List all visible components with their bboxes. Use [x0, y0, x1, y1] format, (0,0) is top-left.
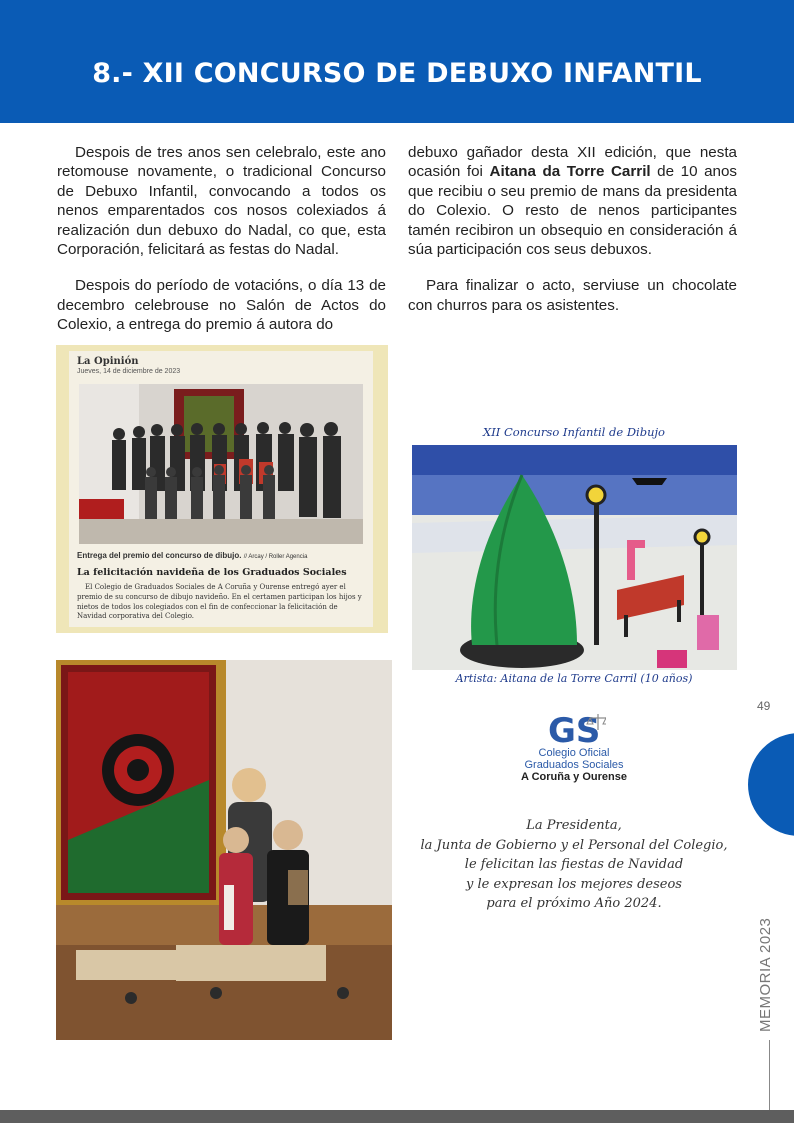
accent-half-circle — [748, 733, 794, 836]
text-run: debuxo gañador desta XII edición, que nesta ocasión foi — [408, 144, 737, 181]
logo-letters: GS — [548, 711, 601, 748]
greeting-line: La Presidenta, — [526, 818, 622, 833]
greeting-message — [408, 816, 740, 914]
caption-text: Entrega del premio del concurso de dibujo. — [77, 551, 242, 560]
ceremony-photo-illustration — [56, 660, 392, 1040]
group-photo-illustration — [79, 384, 363, 544]
clipping-body: El Colegio de Graduados Sociales de A Coruña y Ourense entregó ayer el premio de su concurso de dibujo navideño. En el certamen participan los hijos y nietos de todos los colegiados con el fin de confeccionar la felicitación de Navidad corporativa del Colegio. — [77, 583, 362, 621]
header-bar — [0, 0, 794, 123]
photo-caption — [77, 551, 307, 560]
page-number: 49 — [757, 699, 771, 713]
winning-drawing — [412, 445, 737, 670]
paragraph: Para finalizar o acto, serviuse un chocolate con churros para os asistentes. — [408, 277, 737, 314]
paragraph — [408, 143, 737, 259]
memoria-label: MEMORIA 2023 — [757, 917, 774, 1032]
org-name-line1: Colegio Oficial — [538, 747, 610, 759]
text-run: de 10 anos que recibiu o seu premio de mans da presidenta do Colexio. O resto de nenos participantes tamén recibiron un obsequio en consideración á súa participación cos seus debuxos. — [408, 163, 737, 259]
artist-credit: Artista: Aitana de la Torre Carril (10 años) — [455, 672, 693, 685]
newspaper-date: Jueves, 14 de diciembre de 2023 — [77, 368, 181, 375]
paragraph: Despois de tres anos sen celebralo, este ano retomouse novamente, o tradicional Concurso de Debuxo Infantil, convocando a todos os nenos emparentados cos nosos colexiados á realización dun debuxo do Nadal, co que, esta Corporación, felicitará as festas do Nadal. — [57, 144, 386, 259]
greeting-line: para el próximo Año 2024. — [486, 896, 662, 912]
greeting-line: le felicitan las fiestas de Navidad — [464, 857, 684, 873]
christmas-card — [408, 420, 740, 935]
text-column-right — [408, 143, 737, 332]
footer-bar — [0, 1110, 794, 1123]
drawing-illustration — [412, 445, 737, 670]
greeting-line: la Junta de Gobierno y el Personal del Colegio, — [420, 837, 728, 853]
card-title: XII Concurso Infantil de Dibujo — [483, 425, 665, 439]
greeting-line: y le expresan los mejores deseos — [466, 876, 682, 892]
margin-divider-line — [769, 1040, 770, 1110]
winner-name: Aitana da Torre Carril — [489, 163, 651, 181]
photo-credit: // Arcay / Roller Agencia — [243, 554, 308, 560]
paragraph: Despois do período de votacións, o día 13 de decembro celebrouse no Salón de Actos do Colexio, a entrega do premio á autora do — [57, 277, 386, 334]
newspaper-name: La Opinión — [77, 356, 139, 367]
org-name-line3: A Coruña y Ourense — [521, 771, 627, 783]
ceremony-photo — [56, 660, 392, 1040]
group-photo — [79, 384, 363, 544]
clipping-headline: La felicitación navideña de los Graduados Sociales — [77, 567, 347, 578]
clipping-paper — [69, 351, 373, 627]
text-column-left — [57, 143, 386, 352]
newspaper-clipping — [56, 345, 388, 633]
page-title: 8.- XII CONCURSO DE DEBUXO INFANTIL — [92, 58, 702, 89]
scales-logo-icon — [546, 710, 606, 748]
org-name-line2: Graduados Sociales — [524, 759, 624, 771]
